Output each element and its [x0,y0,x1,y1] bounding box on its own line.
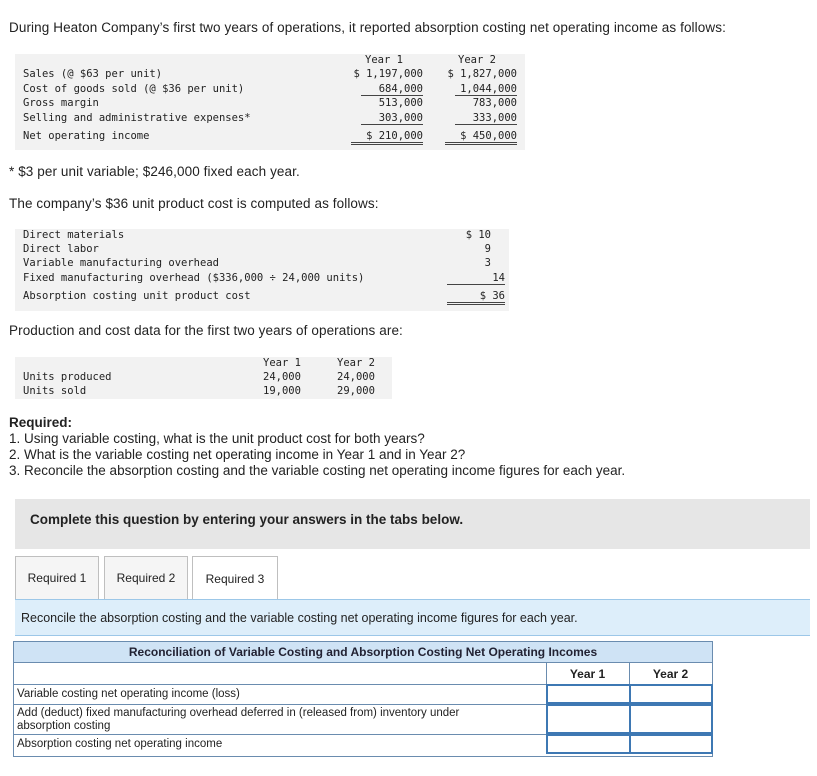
units-produced-year1: 24,000 [263,371,301,383]
net-income-year1: $ 210,000 [351,130,423,145]
absorption-noi-year2-input[interactable] [629,734,713,754]
required-title: Required: [9,415,73,430]
reconciliation-header-row [14,663,712,685]
net-income-year2: $ 450,000 [445,130,517,145]
tab-label: Required 1 [27,571,87,585]
variable-moh-value: 3 [484,257,491,269]
col-header-year1: Year 1 [569,667,606,681]
table-row [14,705,546,735]
production-table [15,357,392,399]
reconciliation-title: Reconciliation of Variable Costing and Absorption Costing Net Operating Incomes [128,645,598,659]
panel-instruction: Reconcile the absorption costing and the variable costing net operating income figures for each year. [21,611,578,625]
col-header-year2: Year 2 [458,54,496,66]
instruction-banner [15,499,810,549]
row-label-net-income: Net operating income [23,130,150,142]
fixed-moh-value: 14 [447,272,505,285]
tab-label: Required 2 [116,571,176,585]
col-header-year2: Year 2 [652,667,689,681]
direct-materials-value: $ 10 [465,229,491,241]
row-label-sales: Sales (@ $63 per unit) [23,68,163,80]
row-label-units-produced: Units produced [23,371,112,383]
row-label-fixed-moh: Fixed manufacturing overhead ($336,000 ÷ 24,000 units) [23,272,365,284]
gross-margin-year2: 783,000 [472,97,517,109]
row-label-direct-labor: Direct labor [23,243,99,255]
fixed-overhead-deferred-year2-input[interactable] [629,704,713,734]
prod-col-header-year2: Year 2 [337,357,375,369]
gross-margin-year1: 513,000 [378,97,423,109]
table-row [14,685,546,705]
row-label-cogs: Cost of goods sold (@ $36 per unit) [23,83,245,95]
row-label-variable-noi: Variable costing net operating income (loss) [17,688,240,700]
units-sold-year1: 19,000 [263,385,301,397]
cogs-year2: 1,044,000 [455,83,517,96]
income-table [15,54,525,150]
direct-labor-value: 9 [484,243,491,255]
tab-required-2[interactable] [104,556,188,599]
required-item-2: 2. What is the variable costing net operating income in Year 1 and in Year 2? [9,447,466,462]
row-label-variable-moh: Variable manufacturing overhead [23,257,219,269]
row-label-absorption-noi: Absorption costing net operating income [17,738,223,750]
required-item-1: 1. Using variable costing, what is the unit product cost for both years? [9,431,425,446]
required-item-3: 3. Reconcile the absorption costing and the variable costing net operating income figures for each year. [9,463,626,478]
reconciliation-title-row [14,642,712,663]
row-label-selling-admin: Selling and administrative expenses* [23,112,251,124]
unit-cost-table [15,229,509,311]
unit-cost-intro: The company’s $36 unit product cost is computed as follows: [9,196,379,211]
absorption-unit-cost-value: $ 36 [447,290,505,305]
footnote: * $3 per unit variable; $246,000 fixed each year. [9,164,300,179]
col-header-year1: Year 1 [365,54,403,66]
units-sold-year2: 29,000 [337,385,375,397]
row-label-direct-materials: Direct materials [23,229,125,241]
cogs-year1: 684,000 [361,83,423,96]
tab-required-1[interactable] [15,556,99,599]
row-label-absorption-unit-cost: Absorption costing unit product cost [23,290,251,302]
selling-admin-year1: 303,000 [361,112,423,125]
row-label-gross-margin: Gross margin [23,97,99,109]
variable-noi-year2-input[interactable] [629,684,713,704]
row-label-fixed-overhead-deferred: Add (deduct) fixed manufacturing overhead deferred in (released from) inventory under absorption costing [17,707,460,732]
tab-panel-header [15,599,810,636]
table-row [14,735,546,756]
tab-required-3[interactable] [192,556,278,601]
units-produced-year2: 24,000 [337,371,375,383]
sales-year2: $ 1,827,000 [447,68,517,80]
prod-col-header-year1: Year 1 [263,357,301,369]
tab-label: Required 3 [205,572,265,586]
sales-year1: $ 1,197,000 [353,68,423,80]
production-intro: Production and cost data for the first two years of operations are: [9,323,403,338]
banner-text: Complete this question by entering your answers in the tabs below. [30,512,464,527]
intro-text: During Heaton Company’s first two years of operations, it reported absorption costing net operating income as follows: [9,20,726,35]
row-label-units-sold: Units sold [23,385,87,397]
selling-admin-year2: 333,000 [455,112,517,125]
